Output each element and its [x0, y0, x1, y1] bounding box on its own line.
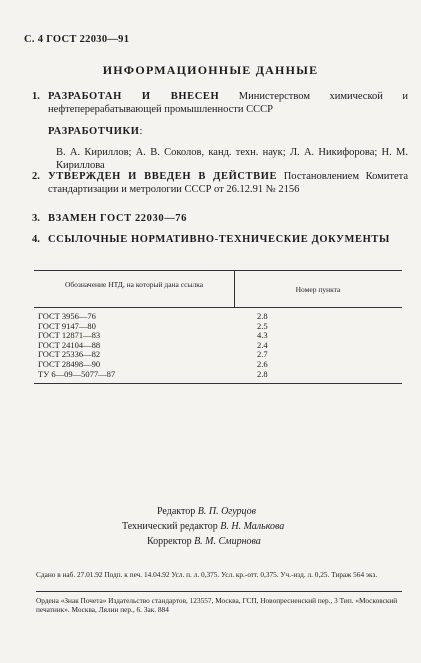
credit-role: Технический редактор: [122, 521, 218, 532]
credit-role: Корректор: [147, 536, 192, 547]
credit-line: [0, 534, 421, 549]
section-3: [32, 212, 408, 225]
section-text: Министерством химической и нефтеперерабатывающей промышленности СССР: [48, 91, 408, 115]
footer-rule: [36, 591, 402, 592]
credit-line: [0, 504, 421, 519]
section-heading: ВЗАМЕН ГОСТ 22030—76: [48, 213, 188, 224]
section-number: 4.: [32, 234, 40, 245]
print-info: Сдано в наб. 27.01.92 Подп. к печ. 14.04.92 Усл. п. л. 0,375. Усл. кр.-отт. 0,375. Уч.-изд. л. 0,25. Тираж 564 экз.: [36, 570, 378, 579]
document-title: ИНФОРМАЦИОННЫЕ ДАННЫЕ: [102, 63, 319, 77]
table-cell-doc: ГОСТ 9147—80: [38, 320, 96, 331]
table-cell-item: 2.7: [257, 349, 268, 360]
item-column: [257, 312, 268, 379]
section-heading: УТВЕРЖДЕН И ВВЕДЕН В ДЕЙСТВИЕ: [48, 171, 278, 182]
credit-name: В. М. Смирнова: [194, 536, 261, 547]
credit-name: В. П. Огурцов: [197, 506, 256, 517]
section-1: 1. РАЗРАБОТАН И ВНЕСЕН Министерством химической и нефтеперерабатывающей промышленности СССР РАЗРАБОТЧИКИ: В. А. Кириллов; А. В. Соколов, канд. техн. наук; Л. А. Никифорова; Н. М. Кириллова: [32, 91, 408, 171]
table-cell-doc: ГОСТ 12871—83: [38, 330, 101, 341]
credits: [0, 504, 421, 549]
table-cell-item: 2.8: [257, 311, 268, 321]
document-column: [38, 312, 115, 379]
section-2: [32, 170, 408, 196]
table-cell-doc: ГОСТ 25336—82: [38, 349, 101, 360]
credit-role: Редактор: [157, 506, 196, 517]
credit-name: В. Н. Малькова: [220, 521, 285, 532]
column-header-document: Обозначение НТД, на который дана ссылка: [64, 280, 204, 289]
section-heading: РАЗРАБОТАН И ВНЕСЕН: [48, 91, 220, 102]
table-cell-doc: ГОСТ 24104—88: [38, 339, 101, 350]
table-cell-item: 2.5: [257, 320, 268, 331]
bottom-rule: [34, 383, 402, 384]
section-number: 2.: [32, 171, 40, 182]
table-cell-doc: ГОСТ 3956—76: [38, 311, 96, 321]
section-heading: ССЫЛОЧНЫЕ НОРМАТИВНО-ТЕХНИЧЕСКИЕ ДОКУМЕНТЫ: [48, 234, 390, 245]
developers-names: В. А. Кириллов; А. В. Соколов, канд. техн. наук; Л. А. Никифорова; Н. М. Кириллова: [56, 147, 408, 171]
header-rule: [34, 307, 402, 308]
page-header: С. 4 ГОСТ 22030—91: [24, 34, 130, 45]
developers-heading: РАЗРАБОТЧИКИ: [48, 126, 140, 137]
section-number: 3.: [32, 213, 40, 224]
section-4: [32, 233, 408, 246]
section-number: 1.: [32, 91, 40, 102]
credit-line: [0, 519, 421, 534]
table-cell-item: 2.6: [257, 358, 268, 369]
table-cell-doc: ТУ 6—09—5077—87: [38, 368, 116, 379]
table-cell-item: 2.4: [257, 339, 268, 350]
table-cell-doc: ГОСТ 28498—90: [38, 358, 101, 369]
table-cell-item: 2.8: [257, 368, 268, 379]
column-header-item: Номер пункта: [295, 285, 341, 294]
section-text: Постановлением Комитета стандартизации и метрологии СССР от 26.12.91 № 2156: [48, 171, 409, 195]
publisher-info: Ордена «Знак Почета» Издательство стандартов, 123557, Москва, ГСП, Новопресненский пер., 3 Тип. «Московский печатник». Москва, Лялин пер., 6. Зак. 884: [36, 596, 398, 614]
table-cell-item: 4.3: [257, 330, 268, 341]
reference-table: [34, 270, 402, 383]
